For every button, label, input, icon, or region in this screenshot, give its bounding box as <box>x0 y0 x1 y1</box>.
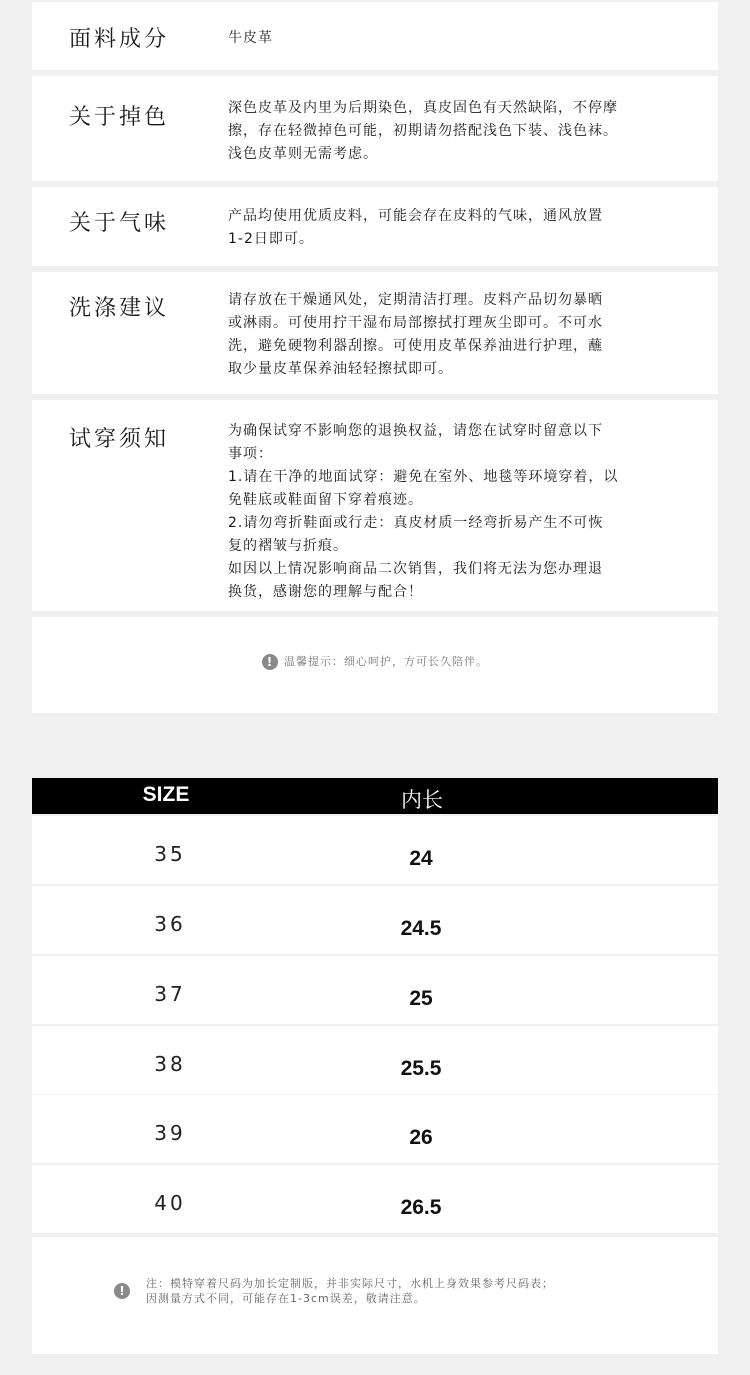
size-cell: 35 <box>154 842 186 866</box>
size-cell: 36 <box>154 912 186 936</box>
table-row <box>32 886 718 954</box>
length-cell: 24.5 <box>400 917 442 940</box>
detail-label: 面料成分 <box>69 27 170 52</box>
footnote-text: 注：模特穿着尺码为加长定制版，并非实际尺寸，水机上身效果参考尺码表； 因测量方式不同，可能存在1-3cm误差，敬请注意。 <box>146 1277 554 1305</box>
size-cell: 40 <box>154 1191 186 1215</box>
detail-card-try-on <box>32 400 718 611</box>
info-icon: ! <box>114 1283 130 1299</box>
length-header-label: 内长 <box>401 788 443 812</box>
detail-text: 为确保试穿不影响您的退换权益，请您在试穿时留意以下 事项： 1.请在干净的地面试穿：避免在室外、地毯等环境穿着，以 免鞋底或鞋面留下穿着痕迹。 2.请勿弯折鞋面或行走：真皮材质一经弯折易产生不可恢 复的褶皱与折痕。 如因以上情况影响商品二次销售，我们将无法为您办理退 换货，感谢您的理解与配合！ <box>228 423 619 600</box>
detail-text: 深色皮革及内里为后期染色，真皮固色有天然缺陷，不停摩 擦，存在轻微掉色可能，初期请勿搭配浅色下装、浅色袜。 浅色皮革则无需考虑。 <box>228 100 618 162</box>
tip-notice <box>32 653 718 670</box>
size-table-header <box>32 778 718 814</box>
table-row <box>32 1165 718 1233</box>
detail-label: 试穿须知 <box>69 427 170 452</box>
detail-text: 牛皮革 <box>228 30 273 46</box>
footnote-card <box>32 1237 718 1354</box>
table-row <box>32 816 718 884</box>
table-row <box>32 956 718 1024</box>
length-cell: 25 <box>409 987 433 1010</box>
detail-card-odor <box>32 187 718 266</box>
detail-label: 洗涤建议 <box>69 296 170 321</box>
length-cell: 24 <box>409 847 433 870</box>
tip-text: 温馨提示：细心呵护，方可长久陪伴。 <box>284 655 488 668</box>
size-cell: 38 <box>154 1052 186 1076</box>
detail-card-material <box>32 2 718 70</box>
size-cell: 37 <box>154 982 186 1006</box>
tip-card <box>32 617 718 713</box>
length-cell: 25.5 <box>400 1057 442 1080</box>
detail-card-fading <box>32 76 718 181</box>
table-row <box>32 1095 718 1163</box>
length-cell: 26.5 <box>400 1196 442 1219</box>
size-cell: 39 <box>154 1121 186 1145</box>
detail-text: 产品均使用优质皮料，可能会存在皮料的气味，通风放置 1-2日即可。 <box>228 208 603 247</box>
info-icon: ! <box>262 654 278 670</box>
length-cell: 26 <box>409 1126 433 1149</box>
table-row <box>32 1026 718 1094</box>
detail-label: 关于气味 <box>69 211 170 236</box>
detail-label: 关于掉色 <box>69 105 170 130</box>
detail-text: 请存放在干燥通风处，定期清洁打理。皮料产品切勿暴晒 或淋雨。可使用拧干湿布局部擦拭打理灰尘即可。不可水 洗，避免硬物利器刮擦。可使用皮革保养油进行护理，蘸 取少量皮革保养油轻轻擦拭即可。 <box>228 292 603 377</box>
size-header-label: SIZE <box>142 783 190 806</box>
detail-card-washing <box>32 272 718 394</box>
